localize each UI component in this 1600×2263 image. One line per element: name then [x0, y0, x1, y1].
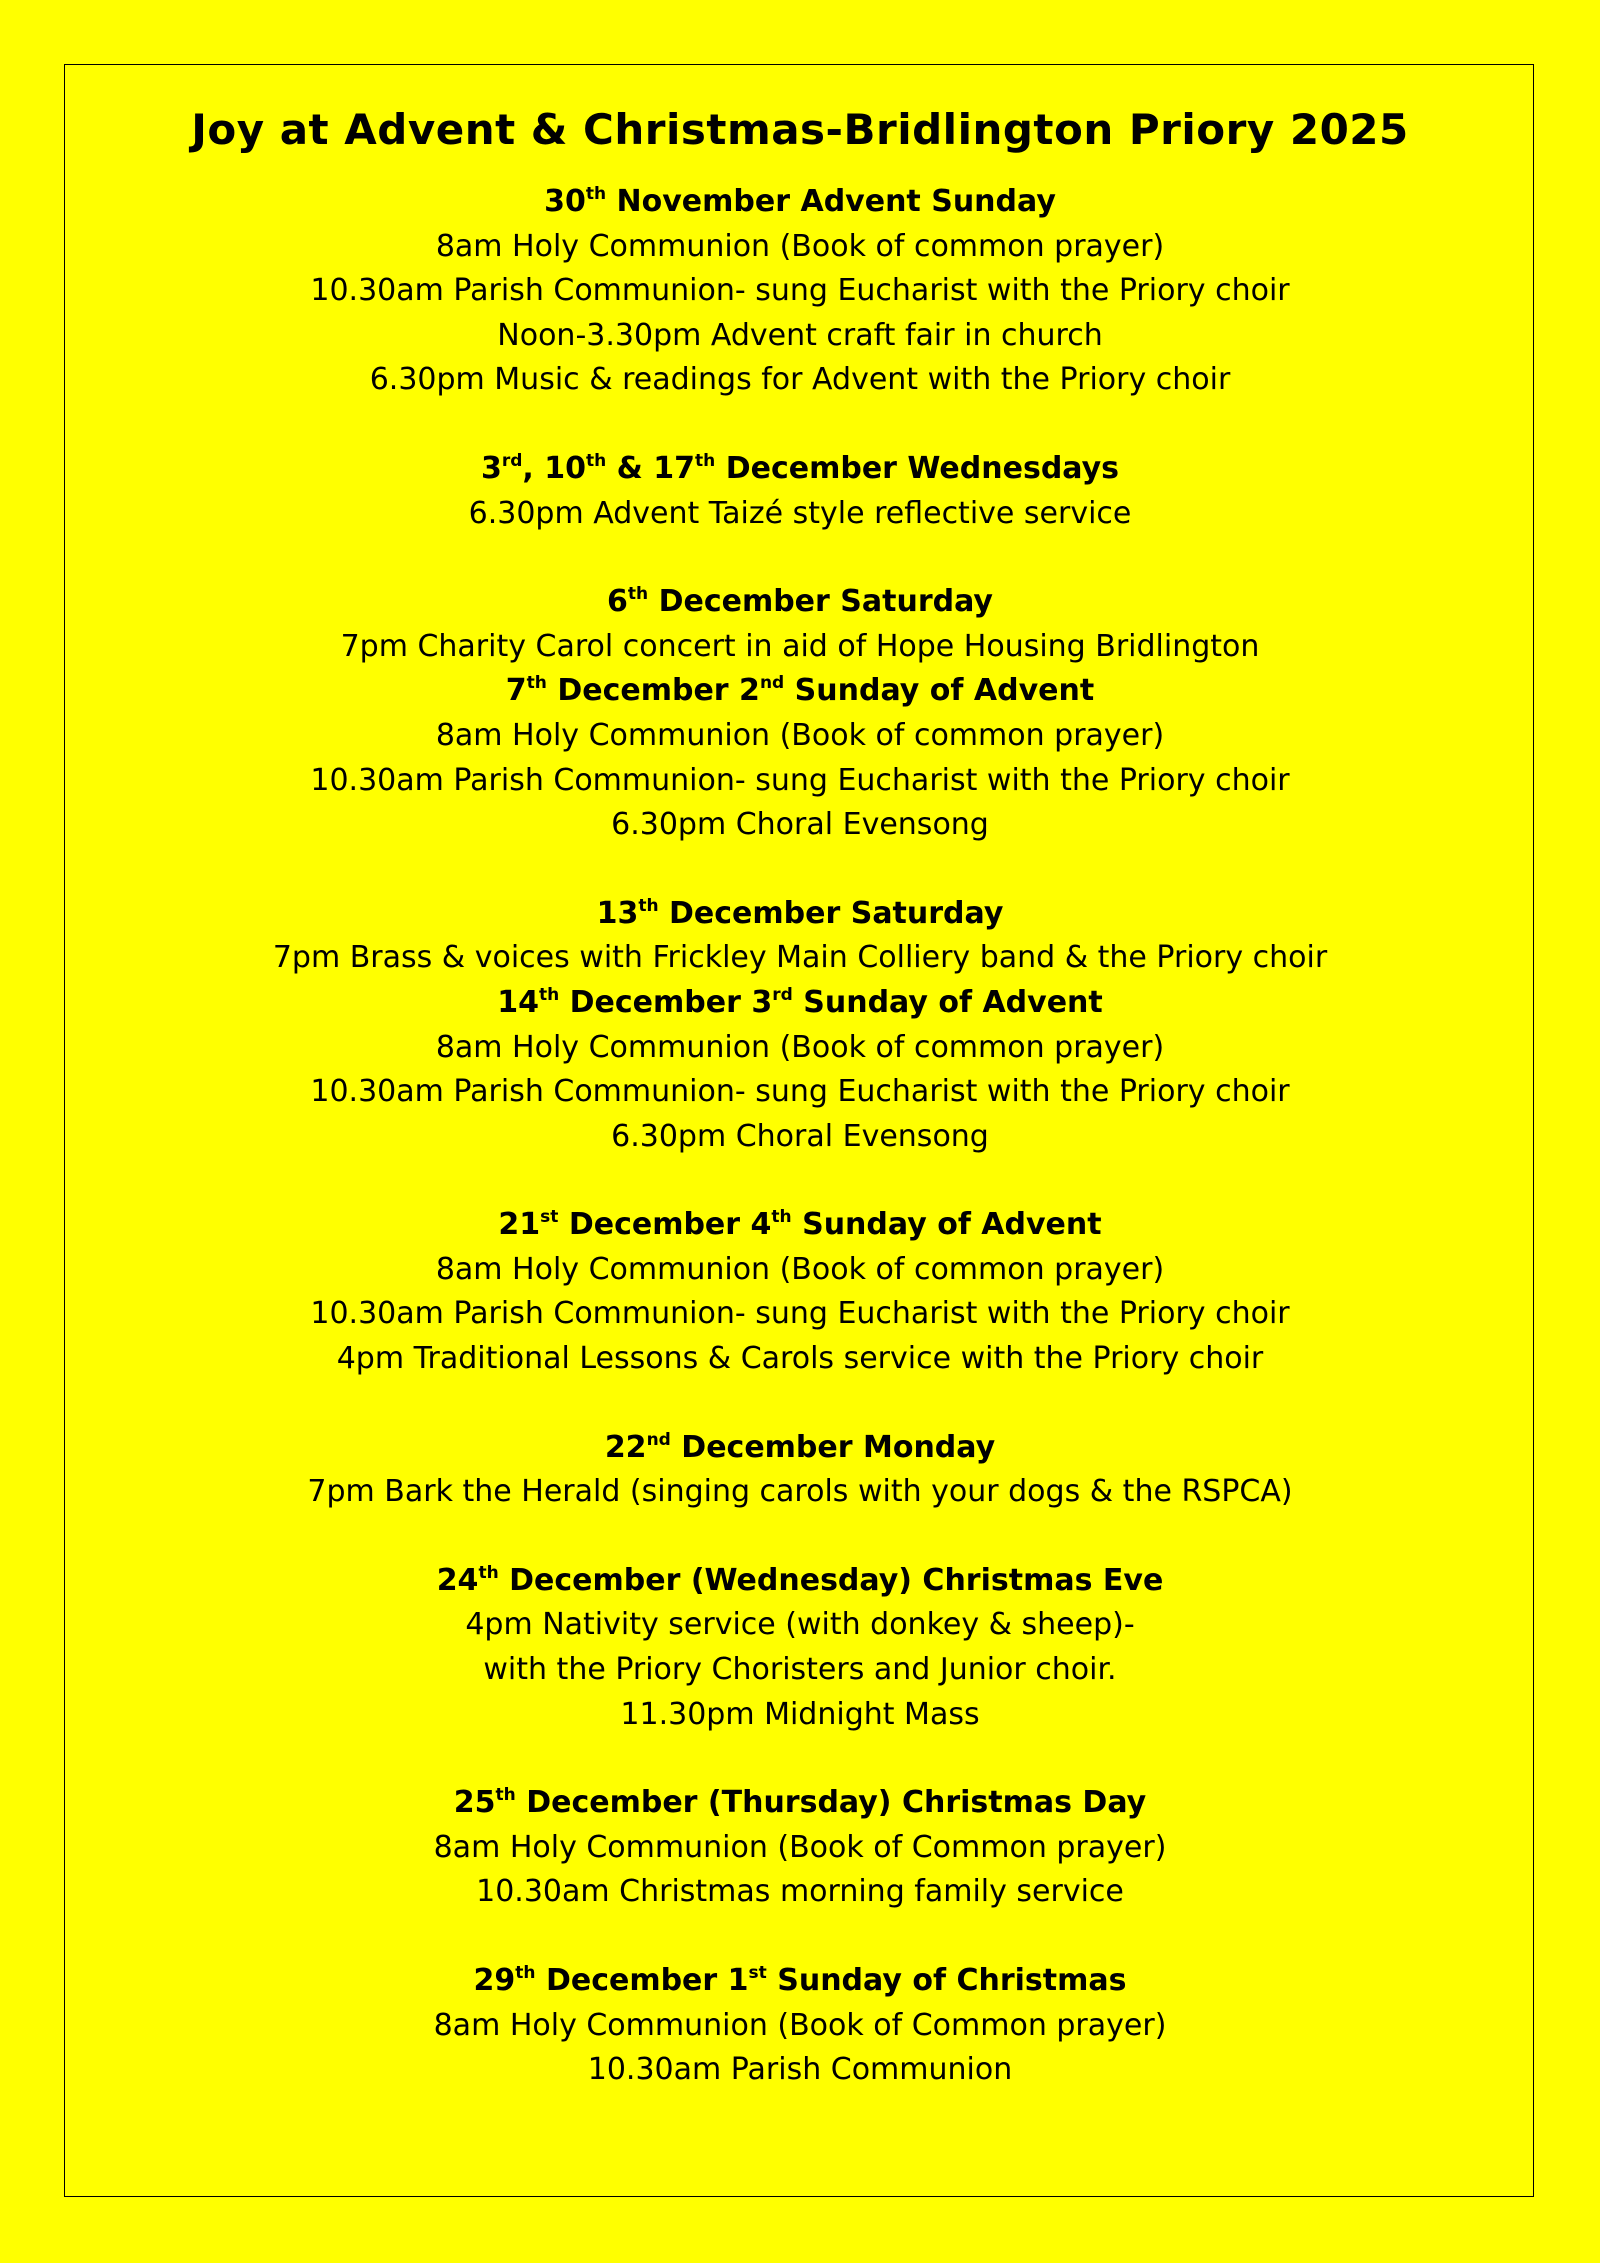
service-line: 8am Holy Communion (Book of common prayer): [435, 1251, 1165, 1287]
heading-text: December Monday: [670, 1429, 996, 1465]
ordinal-suffix: st: [748, 1963, 767, 1983]
schedule-section: [0, 447, 1600, 536]
section-heading: [0, 447, 1600, 492]
ordinal-suffix: th: [478, 1562, 499, 1583]
section-heading: [0, 1959, 1600, 2004]
section-heading: [0, 892, 1600, 937]
heading-text: Sunday of Christmas: [766, 1963, 1127, 1998]
schedule-section: [0, 669, 1600, 847]
ordinal-suffix: nd: [646, 1429, 671, 1450]
ordinal-suffix: th: [638, 895, 659, 916]
heading-text: 25: [453, 1785, 496, 1821]
section-heading: [0, 1781, 1600, 1826]
heading-text: 3: [480, 450, 502, 486]
service-line: Noon-3.30pm Advent craft fair in church: [497, 317, 1103, 353]
service-line: 10.30am Parish Communion- sung Eucharist with the Priory choir: [310, 1074, 1290, 1110]
service-line: 7pm Bark the Herald (singing carols with your dogs & the RSPCA): [307, 1474, 1293, 1510]
service-line: 10.30am Christmas morning family service: [476, 1874, 1124, 1910]
service-line: 8am Holy Communion (Book of common prayer): [435, 717, 1165, 753]
service-line: 10.30am Parish Communion- sung Eucharist with the Priory choir: [310, 273, 1290, 309]
service-line: 8am Holy Communion (Book of Common prayer): [433, 2007, 1167, 2043]
ordinal-suffix: th: [585, 450, 607, 471]
section-heading: [0, 981, 1600, 1026]
heading-text: Sunday of Advent: [791, 1207, 1102, 1243]
ordinal-suffix: th: [585, 184, 607, 204]
heading-text: 21: [498, 1207, 541, 1243]
service-line: 8am Holy Communion (Book of common prayer): [435, 228, 1165, 264]
section-heading: [0, 669, 1600, 714]
service-line: 6.30pm Advent Taizé style reflective service: [468, 495, 1132, 531]
heading-text: 24: [436, 1562, 479, 1598]
heading-text: December 4: [558, 1207, 772, 1243]
schedule-section: [0, 981, 1600, 1159]
heading-text: 7: [505, 673, 527, 709]
heading-text: Sunday of Advent: [792, 984, 1103, 1020]
service-line: 4pm Nativity service (with donkey & sheep)-: [465, 1607, 1135, 1643]
service-line: 6.30pm Choral Evensong: [611, 1118, 989, 1154]
heading-text: December Saturday: [658, 895, 1004, 931]
heading-text: December (Wednesday) Christmas Eve: [498, 1562, 1164, 1598]
heading-text: 30: [544, 184, 586, 219]
service-line: 7pm Brass & voices with Frickley Main Colliery band & the Priory choir: [272, 940, 1328, 976]
service-line: 7pm Charity Carol concert in aid of Hope Housing Bridlington: [340, 628, 1260, 664]
service-schedule: [0, 180, 1600, 2137]
heading-text: 13: [596, 895, 639, 931]
ordinal-suffix: st: [540, 1207, 559, 1228]
service-line: 10.30am Parish Communion- sung Eucharist with the Priory choir: [310, 1296, 1290, 1332]
heading-text: & 17: [606, 450, 696, 486]
service-line: 6.30pm Choral Evensong: [611, 807, 989, 843]
section-heading: [0, 1426, 1600, 1471]
service-line: 6.30pm Music & readings for Advent with the Priory choir: [369, 362, 1231, 398]
section-heading: [0, 580, 1600, 625]
heading-text: 29: [473, 1963, 516, 1998]
heading-text: December 2: [546, 673, 760, 709]
heading-text: December Saturday: [648, 584, 993, 620]
ordinal-suffix: th: [695, 450, 716, 471]
heading-text: November Advent Sunday: [606, 184, 1056, 219]
ordinal-suffix: th: [771, 1207, 792, 1228]
page-title: Joy at Advent & Christmas-Bridlington Priory 2025: [191, 105, 1409, 154]
heading-text: 14: [497, 984, 539, 1020]
heading-text: 6: [607, 584, 628, 620]
ordinal-suffix: nd: [759, 673, 785, 694]
schedule-section: [0, 892, 1600, 981]
heading-text: Sunday of Advent: [784, 673, 1095, 709]
ordinal-suffix: th: [495, 1785, 516, 1806]
service-line: 11.30pm Midnight Mass: [620, 1696, 980, 1732]
service-line: 10.30am Parish Communion- sung Eucharist with the Priory choir: [310, 762, 1290, 798]
ordinal-suffix: rd: [501, 450, 523, 471]
heading-text: December (Thursday) Christmas Day: [515, 1785, 1147, 1821]
schedule-section: [0, 580, 1600, 669]
service-line: with the Priory Choristers and Junior choir.: [483, 1652, 1117, 1688]
ordinal-suffix: rd: [772, 984, 793, 1005]
heading-text: , 10: [522, 450, 586, 486]
ordinal-suffix: th: [515, 1963, 536, 1983]
schedule-section: [0, 1959, 1600, 2093]
ordinal-suffix: th: [538, 984, 560, 1005]
schedule-section: [0, 1781, 1600, 1915]
heading-text: 22: [604, 1429, 647, 1465]
schedule-section: [0, 180, 1600, 403]
service-line: 8am Holy Communion (Book of common prayer): [435, 1029, 1165, 1065]
section-heading: [0, 1559, 1600, 1604]
ordinal-suffix: th: [627, 584, 649, 605]
schedule-section: [0, 1559, 1600, 1737]
service-line: 8am Holy Communion (Book of Common prayer): [433, 1829, 1167, 1865]
heading-text: December Wednesdays: [715, 450, 1120, 486]
schedule-section: [0, 1426, 1600, 1515]
heading-text: December 3: [559, 984, 773, 1020]
service-line: 4pm Traditional Lessons & Carols service with the Priory choir: [336, 1341, 1264, 1377]
section-heading: [0, 1203, 1600, 1248]
heading-text: December 1: [535, 1963, 749, 1998]
schedule-section: [0, 1203, 1600, 1381]
service-line: 10.30am Parish Communion: [587, 2052, 1013, 2088]
section-heading: [0, 180, 1600, 225]
ordinal-suffix: th: [526, 673, 547, 694]
